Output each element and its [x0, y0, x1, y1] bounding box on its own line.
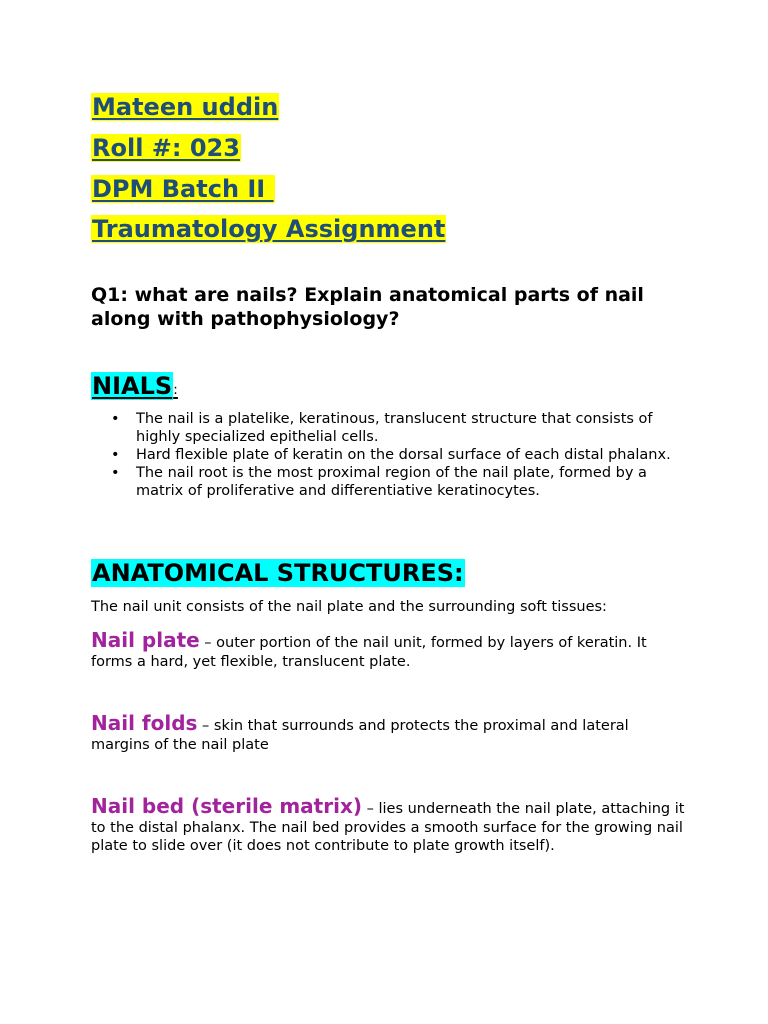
- nails-section-title: NIALS:: [92, 372, 178, 400]
- definition-nail-bed: [91, 793, 691, 855]
- term-nail-bed: Nail bed (sterile matrix): [91, 794, 362, 818]
- term-nail-plate: Nail plate: [91, 628, 200, 652]
- anatomical-intro: The nail unit consists of the nail plate and the surrounding soft tissues:: [91, 599, 607, 615]
- nails-bullet-list: [91, 410, 691, 500]
- list-item: • The nail is a platelike, keratinous, translucent structure that consists of highly specialized epithelial cells.: [91, 410, 691, 446]
- definition-text: – lies underneath the nail plate, attaching it to the distal phalanx. The nail bed provides a smooth surface for the growing nail plate to slide over (it does not contribute to plate growth itself).: [91, 801, 685, 854]
- anatomical-section-title: ANATOMICAL STRUCTURES:: [92, 559, 464, 587]
- list-item: • Hard flexible plate of keratin on the dorsal surface of each distal phalanx.: [91, 446, 691, 464]
- definition-text: – skin that surrounds and protects the proximal and lateral margins of the nail plate: [91, 718, 629, 753]
- assignment-title: Traumatology Assignment: [92, 215, 446, 243]
- batch-label: DPM Batch II: [92, 175, 274, 203]
- definition-text: – outer portion of the nail unit, formed by layers of keratin. It forms a hard, yet flexible, translucent plate.: [91, 635, 647, 670]
- author-name: Mateen uddin: [92, 93, 279, 121]
- term-nail-folds: Nail folds: [91, 711, 198, 735]
- question-heading: Q1: what are nails? Explain anatomical parts of nail along with pathophysiology?: [91, 284, 644, 330]
- definition-nail-folds: [91, 710, 691, 754]
- list-item: • The nail root is the most proximal region of the nail plate, formed by a matrix of proliferative and differentiative keratinocytes.: [91, 464, 691, 500]
- definition-nail-plate: [91, 627, 691, 671]
- roll-number: Roll #: 023: [92, 134, 240, 162]
